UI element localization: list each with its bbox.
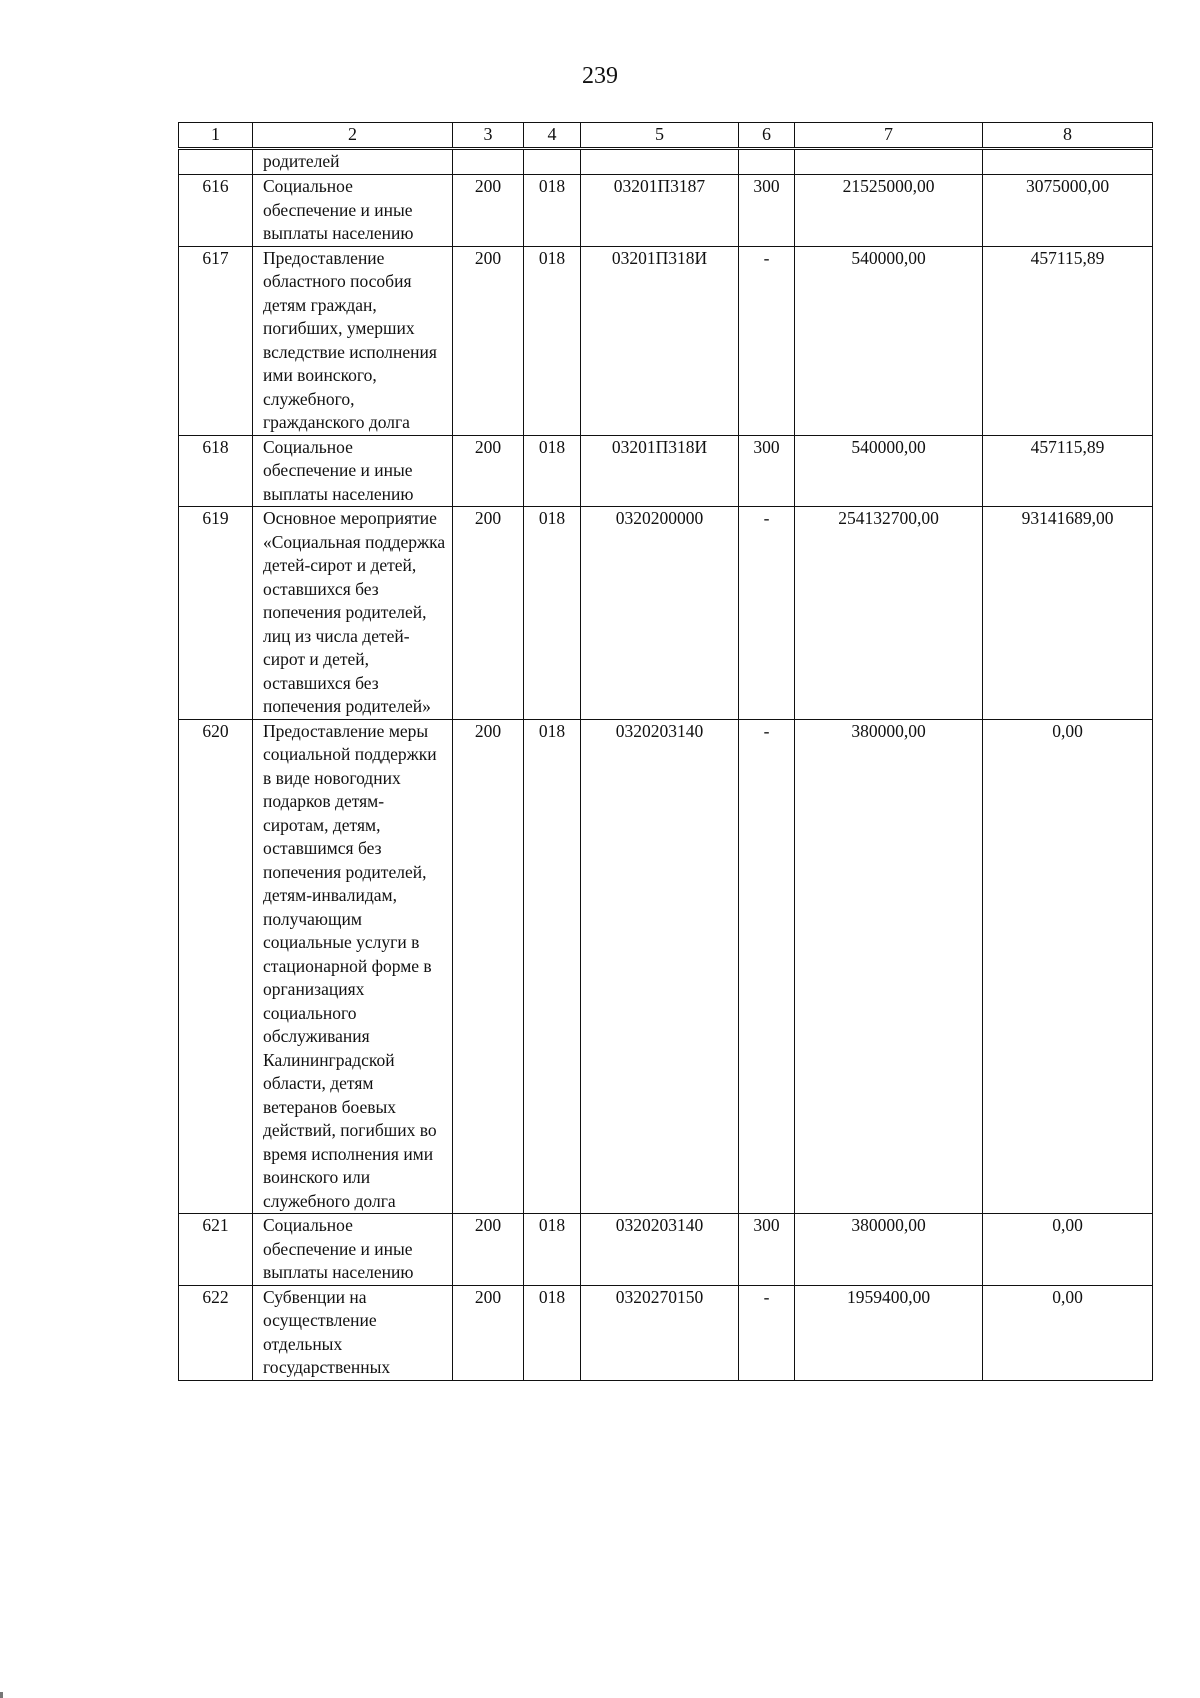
row-col-6: -	[739, 719, 795, 1214]
row-col-8: 0,00	[983, 1214, 1153, 1286]
row-col-6: -	[739, 507, 795, 720]
row-col-4: 018	[524, 1285, 581, 1380]
row-col-5: 03201П318И	[581, 246, 739, 435]
row-col-3: 200	[453, 1285, 524, 1380]
row-col-8: 93141689,00	[983, 507, 1153, 720]
row-name: Субвенции на осуществление отдельных государственных	[253, 1285, 453, 1380]
row-col-3: 200	[453, 1214, 524, 1286]
scan-artifact	[0, 1692, 3, 1698]
row-col-5: 0320270150	[581, 1285, 739, 1380]
row-col-6: 300	[739, 1214, 795, 1286]
row-col-3: 200	[453, 175, 524, 247]
row-number: 622	[179, 1285, 253, 1380]
row-col-4: 018	[524, 246, 581, 435]
row-col-7: 380000,00	[795, 1214, 983, 1286]
row-col-4: 018	[524, 1214, 581, 1286]
budget-table	[178, 122, 1153, 1381]
header-col-1: 1	[179, 123, 253, 149]
row-col-8: 457115,89	[983, 246, 1153, 435]
table-row	[179, 1285, 1153, 1380]
row-number: 617	[179, 246, 253, 435]
row-col-3: 200	[453, 435, 524, 507]
row-col-6: 300	[739, 175, 795, 247]
table-row	[179, 1214, 1153, 1286]
row-col-8: 0,00	[983, 1285, 1153, 1380]
row-name: Социальное обеспечение и иные выплаты населению	[253, 435, 453, 507]
row-name: Социальное обеспечение и иные выплаты населению	[253, 1214, 453, 1286]
row-name: Основное мероприятие «Социальная поддержка детей-сирот и детей, оставшихся без попечения родителей, лиц из числа детей-сирот и детей, оставшихся без попечения родителей»	[253, 507, 453, 720]
row-col-7: 540000,00	[795, 246, 983, 435]
table-row	[179, 246, 1153, 435]
header-col-5: 5	[581, 123, 739, 149]
row-name: Предоставление областного пособия детям граждан, погибших, умерших вследствие исполнения ими воинского, служебного, гражданского долга	[253, 246, 453, 435]
table-row	[179, 175, 1153, 247]
row-col-4: 018	[524, 175, 581, 247]
row-name: Социальное обеспечение и иные выплаты населению	[253, 175, 453, 247]
row-col-5: 0320203140	[581, 719, 739, 1214]
row-name: Предоставление меры социальной поддержки в виде новогодних подарков детям-сиротам, детям, оставшимся без попечения родителей, детям-инвалидам, получающим социальные услуги в стационарной форме в организациях социального обслуживания Калининградской области, детям ветеранов боевых действий, погибших во время исполнения ими воинского или служебного долга	[253, 719, 453, 1214]
row-col-7: 21525000,00	[795, 175, 983, 247]
row-number: 621	[179, 1214, 253, 1286]
row-col-4: 018	[524, 719, 581, 1214]
header-col-6: 6	[739, 123, 795, 149]
row-col-7: 380000,00	[795, 719, 983, 1214]
header-col-4: 4	[524, 123, 581, 149]
header-col-3: 3	[453, 123, 524, 149]
row-col-5: 03201П3187	[581, 175, 739, 247]
row-number: 616	[179, 175, 253, 247]
row-col-7: 540000,00	[795, 435, 983, 507]
row-col-8: 0,00	[983, 719, 1153, 1214]
row-col-4: 018	[524, 507, 581, 720]
row-col-3: 200	[453, 507, 524, 720]
table-row	[179, 719, 1153, 1214]
continuation-name: родителей	[253, 149, 453, 175]
row-col-3: 200	[453, 719, 524, 1214]
table-row	[179, 507, 1153, 720]
continuation-row	[179, 149, 1153, 175]
page-number: 239	[582, 63, 618, 89]
row-col-8: 3075000,00	[983, 175, 1153, 247]
header-col-7: 7	[795, 123, 983, 149]
header-col-8: 8	[983, 123, 1153, 149]
row-col-7: 254132700,00	[795, 507, 983, 720]
header-row	[179, 123, 1153, 149]
header-col-2: 2	[253, 123, 453, 149]
row-col-6: -	[739, 1285, 795, 1380]
row-col-6: 300	[739, 435, 795, 507]
row-number: 620	[179, 719, 253, 1214]
table-row	[179, 435, 1153, 507]
row-col-4: 018	[524, 435, 581, 507]
row-col-6: -	[739, 246, 795, 435]
row-number: 618	[179, 435, 253, 507]
row-col-7: 1959400,00	[795, 1285, 983, 1380]
row-col-5: 03201П318И	[581, 435, 739, 507]
row-col-5: 0320203140	[581, 1214, 739, 1286]
row-col-8: 457115,89	[983, 435, 1153, 507]
row-col-5: 0320200000	[581, 507, 739, 720]
row-number: 619	[179, 507, 253, 720]
row-col-3: 200	[453, 246, 524, 435]
